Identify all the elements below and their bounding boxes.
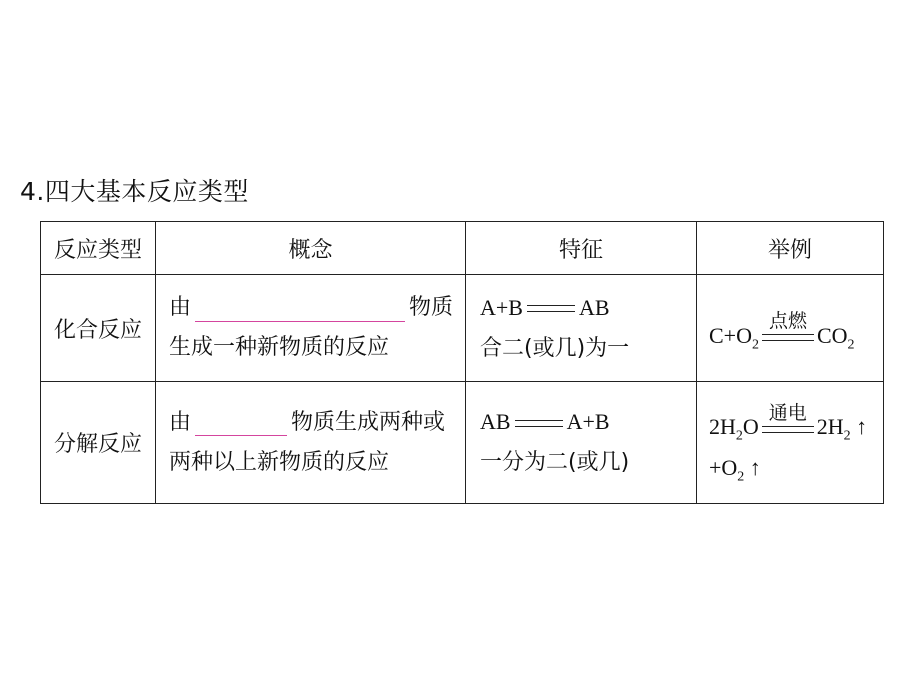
reaction-condition-equals: [762, 310, 814, 341]
gas-arrow-icon: ↑: [749, 454, 761, 480]
table-row: [41, 382, 884, 504]
type-cell: 分解反应: [41, 382, 156, 504]
header-row: [41, 222, 884, 275]
concept-line-2: 两种以上新物质的反应: [169, 449, 390, 475]
subscript: 2: [751, 337, 759, 353]
feature-equation: [480, 288, 696, 329]
equation-lhs: 2H: [709, 414, 736, 440]
equation-lhs: AB: [480, 409, 511, 434]
concept-cell: [156, 382, 466, 504]
table-row: [41, 275, 884, 382]
example-cell: [697, 382, 884, 504]
gas-arrow-icon: ↑: [856, 414, 868, 440]
equation-lhs-tail: O: [742, 414, 759, 440]
feature-cell: [466, 382, 697, 504]
equation-rhs: CO: [816, 322, 848, 348]
equation-rhs: 2H: [816, 414, 844, 440]
concept-pre: 由: [169, 409, 192, 435]
example-equation-line-2: [709, 455, 883, 485]
header-feature: 特征: [466, 222, 697, 275]
equation-rhs: AB: [578, 294, 610, 320]
subscript: 2: [847, 337, 855, 353]
feature-text: 一分为二(或几): [480, 450, 630, 475]
reaction-condition-equals: [762, 401, 814, 433]
header-type: 反应类型: [41, 222, 156, 275]
equals-sign: [515, 420, 563, 427]
type-cell: 化合反应: [41, 275, 156, 382]
subscript: 2: [737, 468, 745, 484]
header-concept: 概念: [156, 222, 466, 275]
example-equation: [709, 310, 855, 353]
subscript: 2: [735, 428, 743, 444]
subscript: 2: [843, 428, 851, 444]
equation-lhs: A+B: [480, 294, 523, 320]
concept-pre: 由: [169, 295, 192, 320]
header-example: 举例: [697, 222, 884, 275]
fill-in-blank: [195, 409, 287, 436]
reaction-types-table: [40, 221, 884, 504]
feature-text: 合二(或几)为一: [480, 335, 630, 361]
feature-cell: [466, 275, 697, 382]
section-title: 4.四大基本反应类型: [20, 177, 249, 206]
equation-lhs: C+O: [709, 322, 752, 348]
equation-rhs: A+B: [566, 409, 610, 434]
equation-continued: +O: [709, 454, 738, 480]
concept-post: 物质: [409, 295, 454, 320]
example-cell: [697, 275, 884, 382]
concept-cell: [156, 275, 466, 382]
equals-sign: [527, 305, 575, 312]
reaction-condition: 点燃: [768, 310, 807, 333]
fill-in-blank: [195, 295, 405, 322]
concept-post: 物质生成两种或: [291, 409, 446, 435]
concept-line-1: [169, 288, 465, 328]
feature-equation: [480, 402, 696, 443]
concept-line-2: 生成一种新物质的反应: [169, 335, 390, 360]
concept-line-1: [169, 403, 465, 443]
reaction-condition: 通电: [768, 401, 807, 424]
example-equation-line-1: [709, 401, 883, 444]
